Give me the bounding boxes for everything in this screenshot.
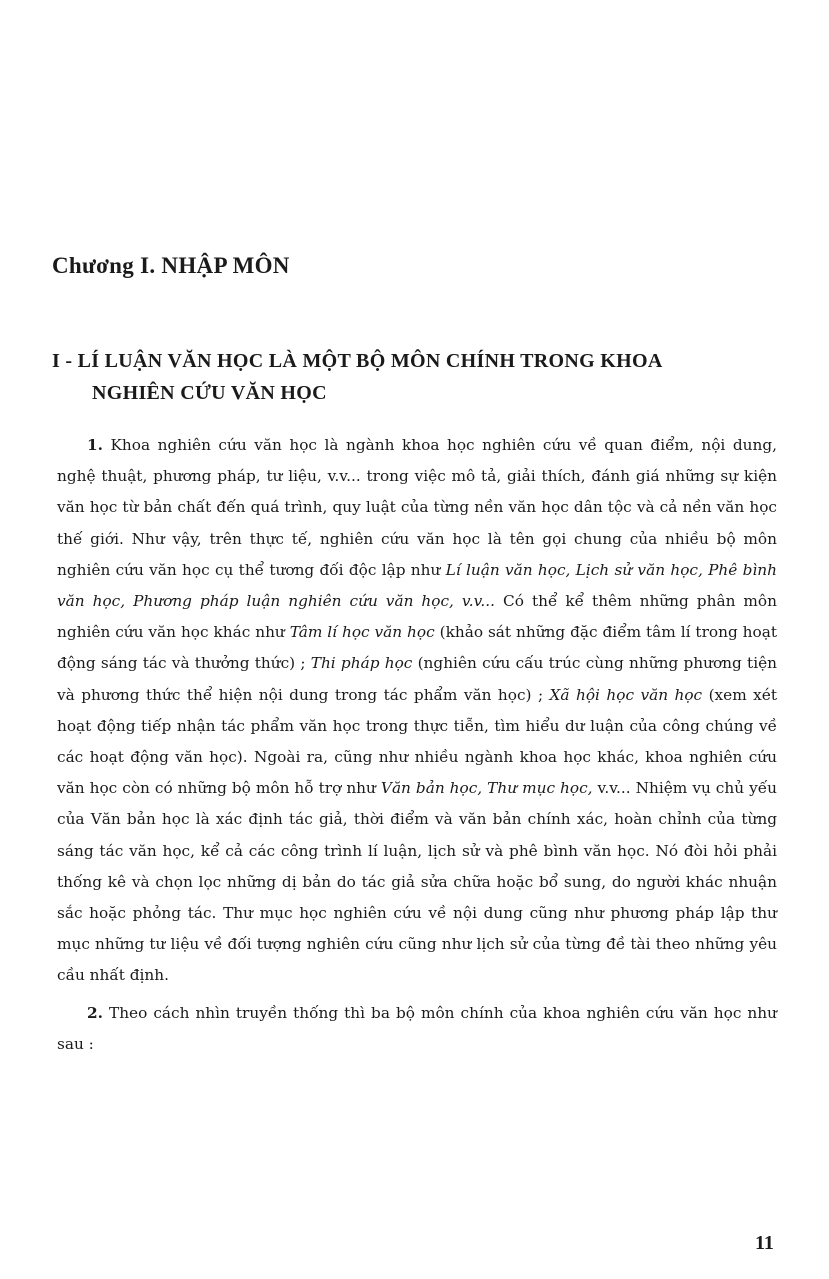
paragraph-1-text: (nghiên cứu cấu trúc cùng những phương tiện và phương thức thể hiện nội dung trong tác phẩm văn học) ;: [57, 654, 777, 704]
paragraph-1-italic-psychology: Tâm lí học văn học: [289, 623, 435, 642]
paragraph-1: [57, 430, 777, 992]
section-heading-line1: I - LÍ LUẬN VĂN HỌC LÀ MỘT BỘ MÔN CHÍNH TRONG KHOA: [52, 350, 663, 372]
page-number: 11: [755, 1232, 774, 1254]
body-text: [57, 430, 777, 1060]
chapter-title: Chương I. NHẬP MÔN: [52, 253, 290, 278]
paragraph-1-italic-sociology: Xã hội học văn học: [549, 685, 703, 704]
paragraph-1-number: 1.: [87, 436, 103, 454]
paragraph-1-italic-textology: Văn bản học, Thư mục học,: [380, 779, 593, 798]
paragraph-1-text: (xem xét hoạt động tiếp nhận tác phẩm văn học trong thực tiễn, tìm hiểu dư luận của công chúng về các hoạt động văn học). Ngoài ra, cũng như nhiều ngành khoa học khác, khoa nghiên cứu văn học còn có những bộ môn hỗ trợ như: [57, 685, 777, 798]
paragraph-1-italic-poetics: Thi pháp học: [310, 654, 413, 673]
paragraph-1-text: v.v... Nhiệm vụ chủ yếu của Văn bản học là xác định tác giả, thời điểm và văn bản chính xác, hoàn chỉnh của từng sáng tác văn học, kể cả các công trình lí luận, lịch sử và phê bình văn học. Nó đòi hỏi phải thống kê và chọn lọc những dị bản do tác giả sửa chữa hoặc bổ sung, do người khác nhuận sắc hoặc phỏng tác. Thư mục học nghiên cứu về nội dung cũng như phương pháp lập thư mục những tư liệu về đối tượng nghiên cứu cũng như lịch sử của từng đề tài theo những yêu cầu nhất định.: [57, 779, 777, 985]
paragraph-2: [57, 998, 777, 1060]
section-heading-line2: NGHIÊN CỨU VĂN HỌC: [92, 382, 327, 404]
paragraph-1-italic-disciplines: Lí luận văn học, Lịch sử văn học, Phê bình văn học, Phương pháp luận nghiên cứu văn học, v.v...: [57, 560, 777, 611]
paragraph-1-text: (khảo sát những đặc điểm tâm lí trong hoạt động sáng tác và thưởng thức) ;: [57, 623, 777, 673]
section-heading: [52, 345, 752, 409]
paragraph-2-number: 2.: [87, 1003, 103, 1022]
paragraph-2-text: Theo cách nhìn truyền thống thì ba bộ môn chính của khoa nghiên cứu văn học như sau :: [57, 1003, 777, 1053]
paragraph-1-text: Có thể kể thêm những phân môn nghiên cứu văn học khác như: [57, 592, 777, 642]
paragraph-1-text: Khoa nghiên cứu văn học là ngành khoa học nghiên cứu về quan điểm, nội dung, nghệ thuật, phương pháp, tư liệu, v.v... trong việc mô tả, giải thích, đánh giá những sự kiện văn học từ bản chất đến quá trình, quy luật của từng nền văn học dân tộc và cả nền văn học thế giới. Như vậy, trên thực tế, nghiên cứu văn học là tên gọi chung của nhiều bộ môn nghiên cứu văn học cụ thể tương đối độc lập như: [57, 436, 777, 579]
